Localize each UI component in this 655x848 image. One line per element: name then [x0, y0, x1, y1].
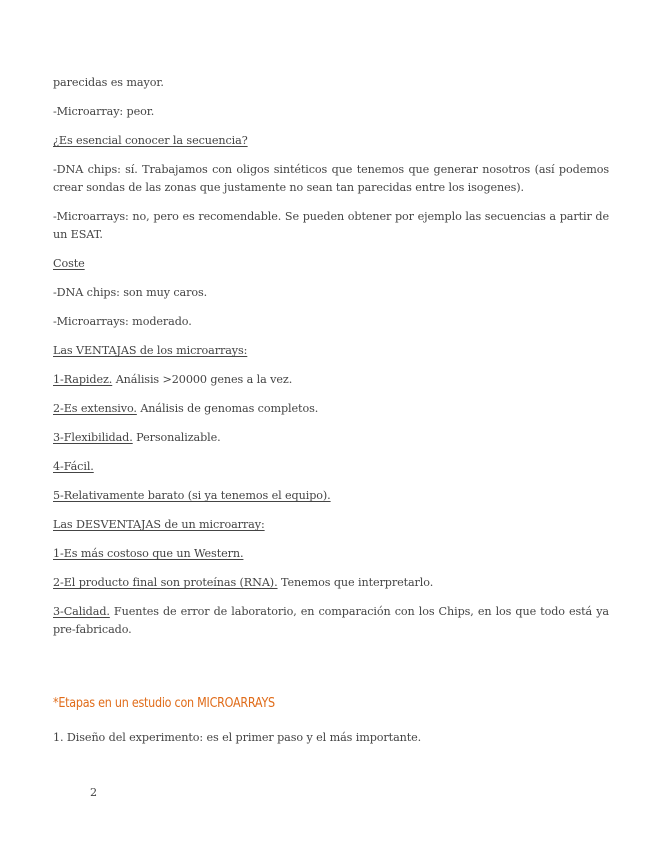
- paragraph-text: -DNA chips: sí. Trabajamos con oligos sintéticos que tenemos que generar nosotros (así podemos crear sondas de las zonas que justamente no sean tan parecidas entre los isogenes).: [53, 163, 609, 194]
- list-item: [53, 371, 609, 389]
- section-heading: *Etapas en un estudio con MICROARRAYS: [53, 696, 275, 711]
- paragraph: [53, 74, 609, 92]
- list-item: [53, 574, 609, 592]
- list-item-lead: 5-Relativamente barato (si ya tenemos el equipo).: [53, 489, 331, 502]
- paragraph: [53, 284, 609, 302]
- list-item-text: Análisis de genomas completos.: [136, 402, 319, 415]
- question-heading: [53, 132, 609, 150]
- paragraph: [53, 161, 609, 197]
- list-item-lead: 1-Es más costoso que un Western.: [53, 547, 244, 560]
- disadvantages-heading: [53, 516, 609, 534]
- paragraph: 1. Diseño del experimento: es el primer paso y el más importante.: [53, 731, 422, 744]
- list-item: [53, 545, 609, 563]
- list-item-lead: 2-Es extensivo.: [53, 402, 137, 415]
- paragraph-text: -Microarrays: moderado.: [53, 315, 192, 328]
- document-body: [53, 74, 609, 650]
- paragraph: [53, 103, 609, 121]
- paragraph-text: parecidas es mayor.: [53, 76, 164, 89]
- paragraph-lead: Las VENTAJAS de los microarrays:: [53, 344, 248, 357]
- list-item-text: Tenemos que interpretarlo.: [277, 576, 434, 589]
- list-item: [53, 400, 609, 418]
- list-item-lead: 1-Rapidez.: [53, 373, 113, 386]
- list-item-text: Personalizable.: [132, 431, 221, 444]
- list-item-text: Fuentes de error de laboratorio, en comparación con los Chips, en los que todo está ya pre-fabricado.: [53, 605, 609, 636]
- list-item: [53, 603, 609, 639]
- paragraph-lead: ¿Es esencial conocer la secuencia?: [53, 134, 248, 147]
- list-item-lead: 2-El producto final son proteínas (RNA).: [53, 576, 278, 589]
- list-item-lead: 3-Flexibilidad.: [53, 431, 133, 444]
- page-number: 2: [90, 786, 98, 799]
- advantages-heading: [53, 342, 609, 360]
- list-item: [53, 487, 609, 505]
- paragraph: [53, 208, 609, 244]
- cost-heading: [53, 255, 609, 273]
- paragraph-text: -Microarray: peor.: [53, 105, 155, 118]
- paragraph-text: -DNA chips: son muy caros.: [53, 286, 208, 299]
- paragraph: [53, 313, 609, 331]
- paragraph-lead: Las DESVENTAJAS de un microarray:: [53, 518, 265, 531]
- list-item: [53, 429, 609, 447]
- list-item-lead: 3-Calidad.: [53, 605, 110, 618]
- list-item-text: Análisis >20000 genes a la vez.: [112, 373, 293, 386]
- list-item-lead: 4-Fácil.: [53, 460, 94, 473]
- paragraph-lead: Coste: [53, 257, 85, 270]
- list-item: [53, 458, 609, 476]
- paragraph-text: -Microarrays: no, pero es recomendable. Se pueden obtener por ejemplo las secuencias a partir de un ESAT.: [53, 210, 609, 241]
